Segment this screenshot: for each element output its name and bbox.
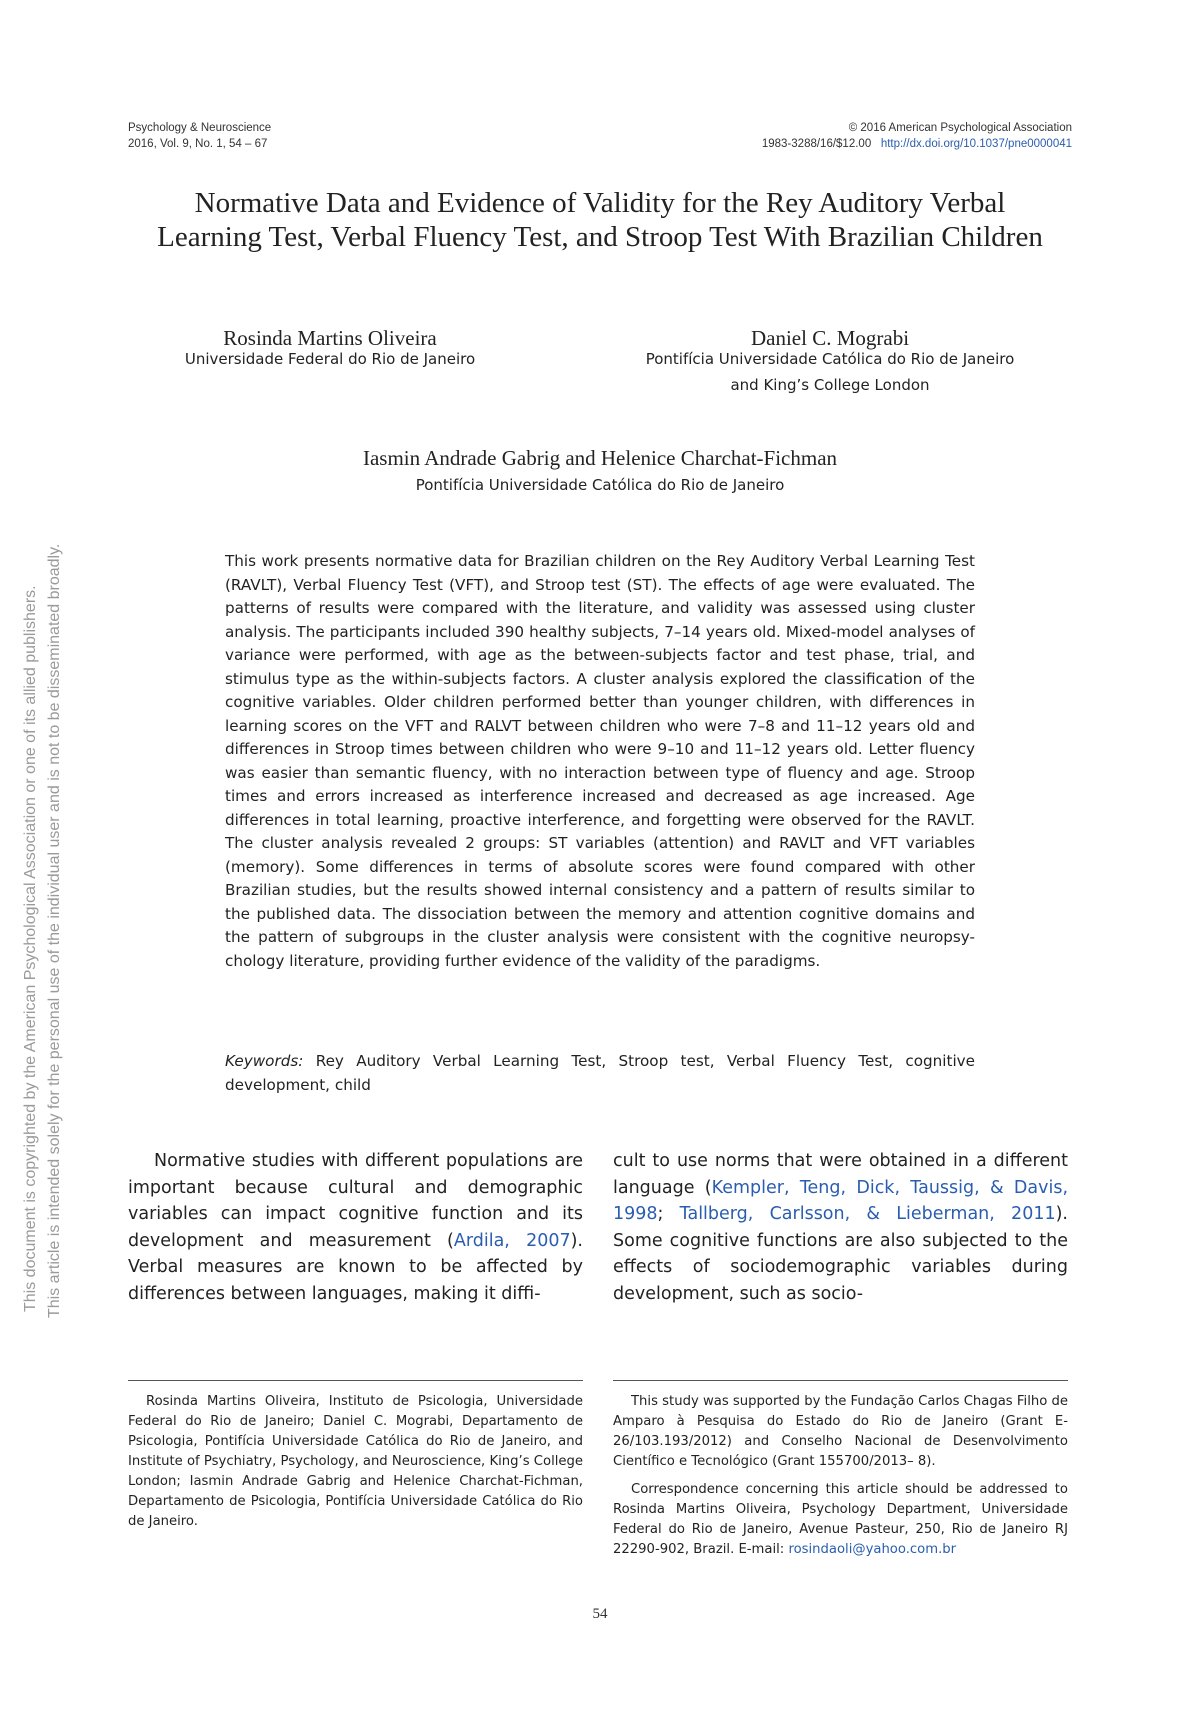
author-2-affiliation-line-1: Pontifícia Universidade Católica do Rio de Janeiro: [645, 350, 1015, 368]
abstract: This work presents normative data for Brazilian children on the Rey Auditory Verbal Learning Test (RAVLT), Verbal Fluency Test (VFT), and Stroop test (ST). The effects of age were evaluated. The patterns of results were compared with the literature, and validity was assessed using cluster analysis. The participants included 390 healthy subjects, 7–14 years old. Mixed-model analyses of variance were performed, with age as the between-subjects factor and test phase, trial, and stimulus type as the within-subjects factors. A cluster analysis explored the classification of the cognitive variables. Older children performed better than younger children, with differences in learning scores on the VFT and RALVT between children who were 7–8 and 11–12 years old and differences in Stroop times between children who were 9–10 and 11–12 years old. Letter fluency was easier than semantic fluency, with no interaction between type of fluency and age. Stroop times and errors increased as interference increased and decreased as age increased. Age differences in total learning, proactive interference, and forgetting were observed for the RAVLT. The cluster analysis revealed 2 groups: ST variables (attention) and RAVLT and VFT variables (memory). Some differences in terms of absolute scores were found compared with other Brazilian studies, but the results showed internal consistency and a pattern of results similar to the published data. The dissociation between the memory and attention cognitive domains and the pattern of subgroups in the cluster analysis were consistent with the cognitive neuropsy-chology literature, providing further evidence of the validity of the paradigms.: [225, 552, 975, 970]
doi-link[interactable]: http://dx.doi.org/10.1037/pne0000041: [880, 138, 1072, 150]
journal-header: [128, 120, 271, 152]
author-2-name: Daniel C. Mograbi: [750, 326, 910, 350]
footnote-rule-right: [613, 1380, 1068, 1381]
correspondence-note: [613, 1480, 1068, 1560]
journal-volume: 2016, Vol. 9, No. 1, 54 – 67: [128, 138, 268, 150]
copyright-watermark-line-2: This article is intended solely for the personal use of the individual user and is not to be disseminated broadly.: [46, 543, 63, 1318]
author-3-names: Iasmin Andrade Gabrig and Helenice Charchat-Fichman: [362, 446, 838, 470]
body-right-text-1: cult to use norms that were obtained in a different language (: [613, 1151, 1068, 1198]
author-1-name: Rosinda Martins Oliveira: [223, 326, 437, 350]
keywords-label: Keywords:: [225, 1052, 304, 1070]
citation-separator: ;: [657, 1204, 680, 1224]
email-link[interactable]: rosindaoli@yahoo.com.br: [788, 1542, 957, 1557]
copyright-notice: © 2016 American Psychological Association: [848, 122, 1072, 134]
body-left-text-2: ). Verbal measures are known to be affected by differences between languages, making it diffi-: [128, 1230, 583, 1304]
keywords-text: Rey Auditory Verbal Learning Test, Stroop test, Verbal Fluency Test, cognitive development, child: [225, 1052, 975, 1094]
publisher-header: [762, 120, 1072, 152]
journal-name: Psychology & Neuroscience: [128, 122, 272, 134]
issn: 1983-3288/16/$12.00: [761, 138, 872, 150]
author-3-affiliation: Pontifícia Universidade Católica do Rio de Janeiro: [415, 476, 785, 494]
author-2-affiliation-line-2: and King’s College London: [730, 376, 930, 394]
funding-note: This study was supported by the Fundação Carlos Chagas Filho de Amparo à Pesquisa do Estado do Rio de Janeiro (Grant E-26/103.193/2012) and Conselho Nacional de Desenvolvimento Científico e Tecnológico (Grant 155700/2013– 8).: [613, 1394, 1068, 1469]
correspondence-text: Correspondence concerning this article should be addressed to Rosinda Martins Oliveira, Psychology Department, Universidade Federal do Rio de Janeiro, Avenue Pasteur, 250, Rio de Janeiro RJ 22290-902, Brazil. E-mail:: [613, 1482, 1068, 1557]
funding-correspondence-note: [613, 1392, 1068, 1568]
footnote-rule-left: [128, 1380, 583, 1381]
copyright-watermark-line-1: This document is copyrighted by the American Psychological Association or one of its allied publishers.: [22, 585, 39, 1312]
issn-doi-line: [762, 136, 1072, 152]
body-column-left: [128, 1148, 583, 1307]
citation-tallberg-2011[interactable]: Tallberg, Carlsson, & Lieberman, 2011: [679, 1204, 1056, 1224]
keywords: [225, 1050, 975, 1097]
article-title: Normative Data and Evidence of Validity for the Rey Auditory Verbal Learning Test, Verbal Fluency Test, and Stroop Test With Brazilian Children: [157, 187, 1043, 253]
page-number: 54: [592, 1606, 608, 1622]
author-2-affiliation: [590, 346, 1070, 398]
body-right-text-2: ). Some cognitive functions are also subjected to the effects of sociodemographic variables during development, such as socio-: [613, 1204, 1068, 1304]
body-left-text-1: Normative studies with different populations are important because cultural and demographic variables can impact cognitive function and its development and measurement (: [128, 1151, 583, 1251]
body-column-right: [613, 1148, 1068, 1307]
citation-ardila-2007[interactable]: Ardila, 2007: [453, 1230, 571, 1251]
author-1-affiliation: Universidade Federal do Rio de Janeiro: [184, 350, 476, 368]
author-note: Rosinda Martins Oliveira, Instituto de Psicologia, Universidade Federal do Rio de Janeiro; Daniel C. Mograbi, Departamento de Psicologia, Pontifícia Universidade Católica do Rio de Janeiro, and Institute of Psychiatry, Psychology, and Neuroscience, King’s College London; Iasmin Andrade Gabrig and Helenice Charchat-Fichman, Departamento de Psicologia, Pontifícia Universidade Católica do Rio de Janeiro.: [128, 1394, 583, 1529]
citation-kempler-1998[interactable]: Kempler, Teng, Dick, Taussig, & Davis, 1998: [613, 1177, 1069, 1224]
